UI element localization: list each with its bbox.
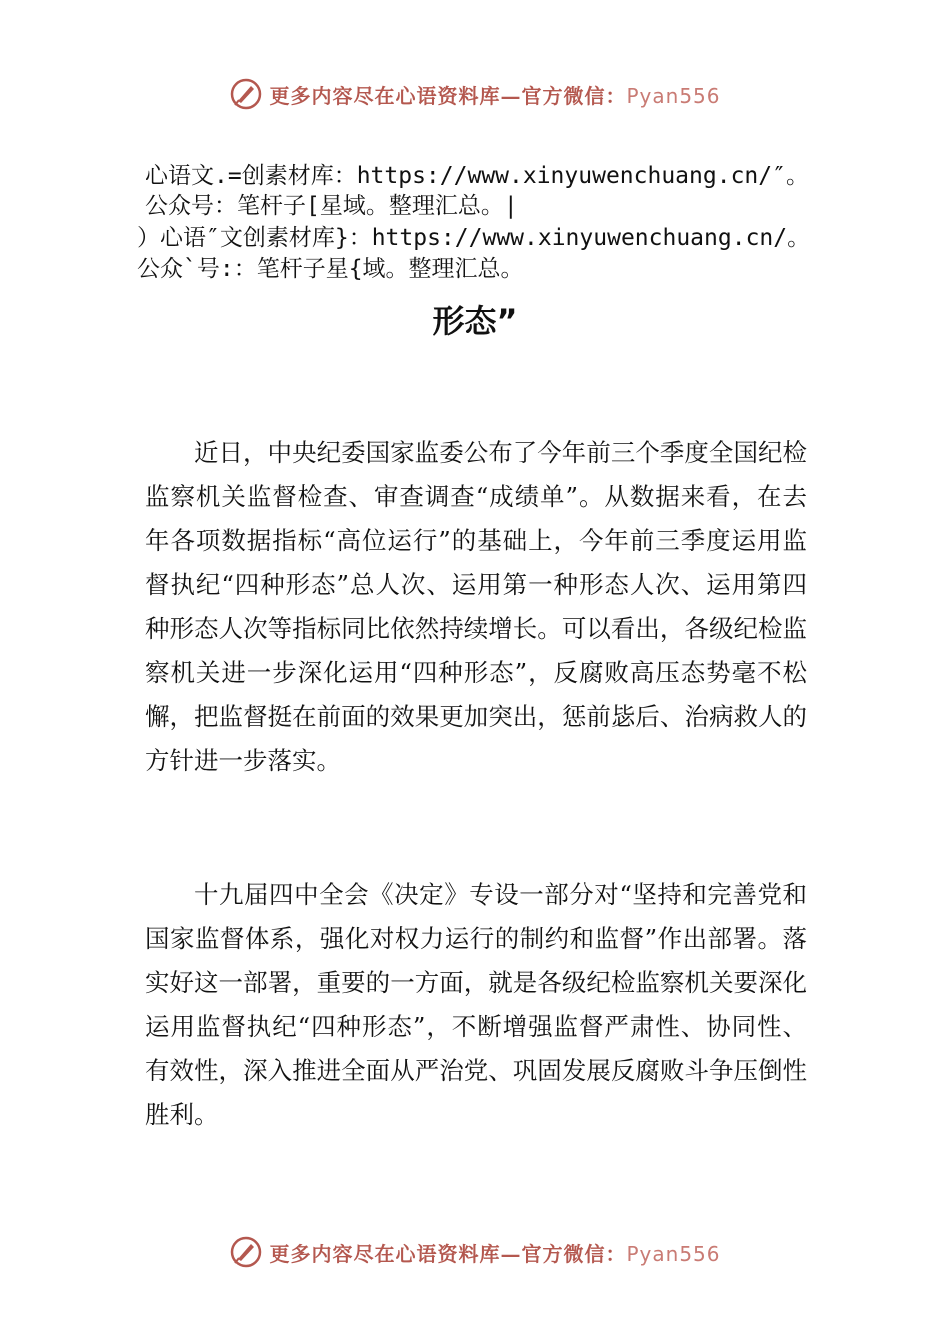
header-line: ）心语″文创素材库}：https://www.xinyuwenchuang.cn/。 [137,225,811,251]
pen-logo-icon [229,1235,263,1269]
footer-banner [0,1230,950,1274]
banner-wechat-label: 官方微信： [521,83,627,108]
paragraph: 近日，中央纪委国家监委公布了今年前三个季度全国纪检监察机关监督检查、审查调查“成绩单”。从数据来看，在去年各项数据指标“高位运行”的基础上，今年前三季度运用监督执纪“四种形态”总人次、运用第一种形态人次、运用第四种形态人次等指标同比依然持续增长。可以看出，各级纪检监察机关进一步深化运用“四种形态”，反腐败高压态势毫不松懈，把监督挺在前面的效果更加突出，惩前毖后、治病救人的方针进一步落实。 [145,438,807,775]
document-title: 形态” [432,302,518,340]
pen-logo-icon [229,77,263,111]
banner-text: 更多内容尽在心语资料库 [269,1241,501,1266]
banner-dash: — [500,83,522,108]
header-banner [0,72,950,116]
header-line: 公众号：笔杆子[星域。整理汇总。| [145,193,518,219]
banner-text: 更多内容尽在心语资料库 [269,83,501,108]
header-line: 公众`号:：笔杆子星{域。整理汇总。 [137,256,524,282]
header-line: 心语文.=创素材库：https://www.xinyuwenchuang.cn/″。 [145,163,809,189]
banner-wechat-id: Pyan556 [626,83,721,108]
paragraph: 十九届四中全会《决定》专设一部分对“坚持和完善党和国家监督体系，强化对权力运行的制约和监督”作出部署。落实好这一部署，重要的一方面，就是各级纪检监察机关要深化运用监督执纪“四种形态”，不断增强监督严肃性、协同性、有效性，深入推进全面从严治党、巩固发展反腐败斗争压倒性胜利。 [145,880,807,1129]
banner-wechat-label: 官方微信： [521,1241,627,1266]
banner-wechat-id: Pyan556 [626,1241,721,1266]
banner-dash: — [500,1241,522,1266]
